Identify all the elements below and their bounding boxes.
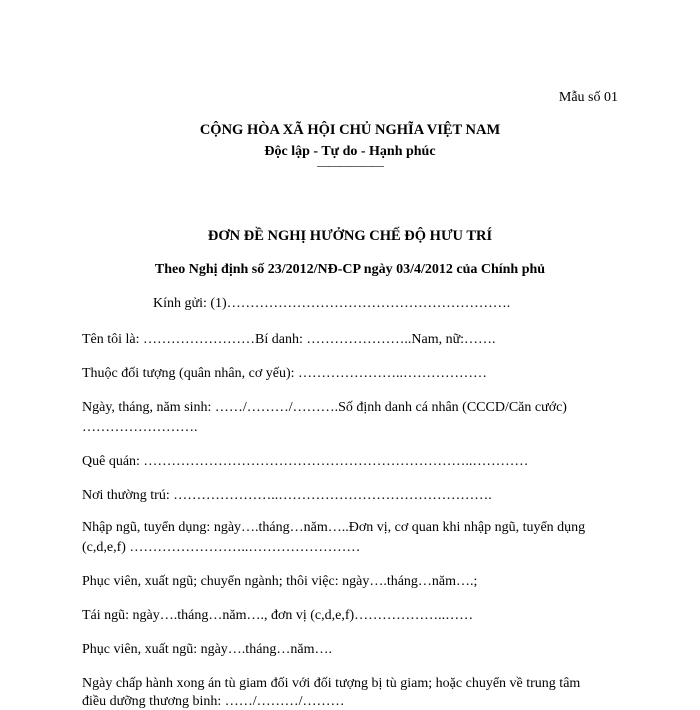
national-motto: Độc lập - Tự do - Hạnh phúc [264,144,436,159]
enlistment-line: Nhập ngũ, tuyển dụng: ngày….tháng…năm…..Đơn vị, cơ quan khi nhập ngũ, tuyển dụng [82,520,586,535]
birth-date-line: Ngày, tháng, năm sinh: ……/………/……….Số định danh cá nhân (CCCD/Căn cước) [82,400,567,415]
birth-date-line-continued: ……………………. [82,420,198,435]
residence-line: Nơi thường trú: …………………..………………………………………. [82,488,492,503]
hometown-line: Quê quán: ……………………………………………………………..………… [82,454,529,469]
form-code: Mẫu số 01 [558,90,618,105]
document-title: ĐƠN ĐỀ NGHỊ HƯỞNG CHẾ ĐỘ HƯU TRÍ [207,228,493,244]
re-enlistment-line: Tái ngũ: ngày….tháng…năm…., đơn vị (c,d,e,f)………………..…… [82,608,474,623]
sentence-completion-line-continued: điều dưỡng thương binh: ……/………/……… [82,694,345,709]
second-demobilization-line: Phục viên, xuất ngũ: ngày….tháng…năm…. [82,642,333,657]
header-divider: —————— [317,158,383,172]
document-subtitle: Theo Nghị định số 23/2012/NĐ-CP ngày 03/4/2012 của Chính phủ [154,262,546,277]
enlistment-line-continued: (c,d,e,f) ……………………..…………………… [82,540,361,555]
name-line: Tên tôi là: ……………………Bí danh: …………………..Nam, nữ:……. [82,332,496,347]
demobilization-line: Phục viên, xuất ngũ; chuyển ngành; thôi việc: ngày….tháng…năm….; [82,574,478,589]
country-name: CỘNG HÒA XÃ HỘI CHỦ NGHĨA VIỆT NAM [199,122,501,138]
recipient-line: Kính gửi: (1)……………………………………………………. [153,296,511,311]
subject-type-line: Thuộc đối tượng (quân nhân, cơ yếu): …………………..……………… [82,366,488,381]
sentence-completion-line: Ngày chấp hành xong án tù giam đối với đối tượng bị tù giam; hoặc chuyển về trung tâm [82,676,581,691]
